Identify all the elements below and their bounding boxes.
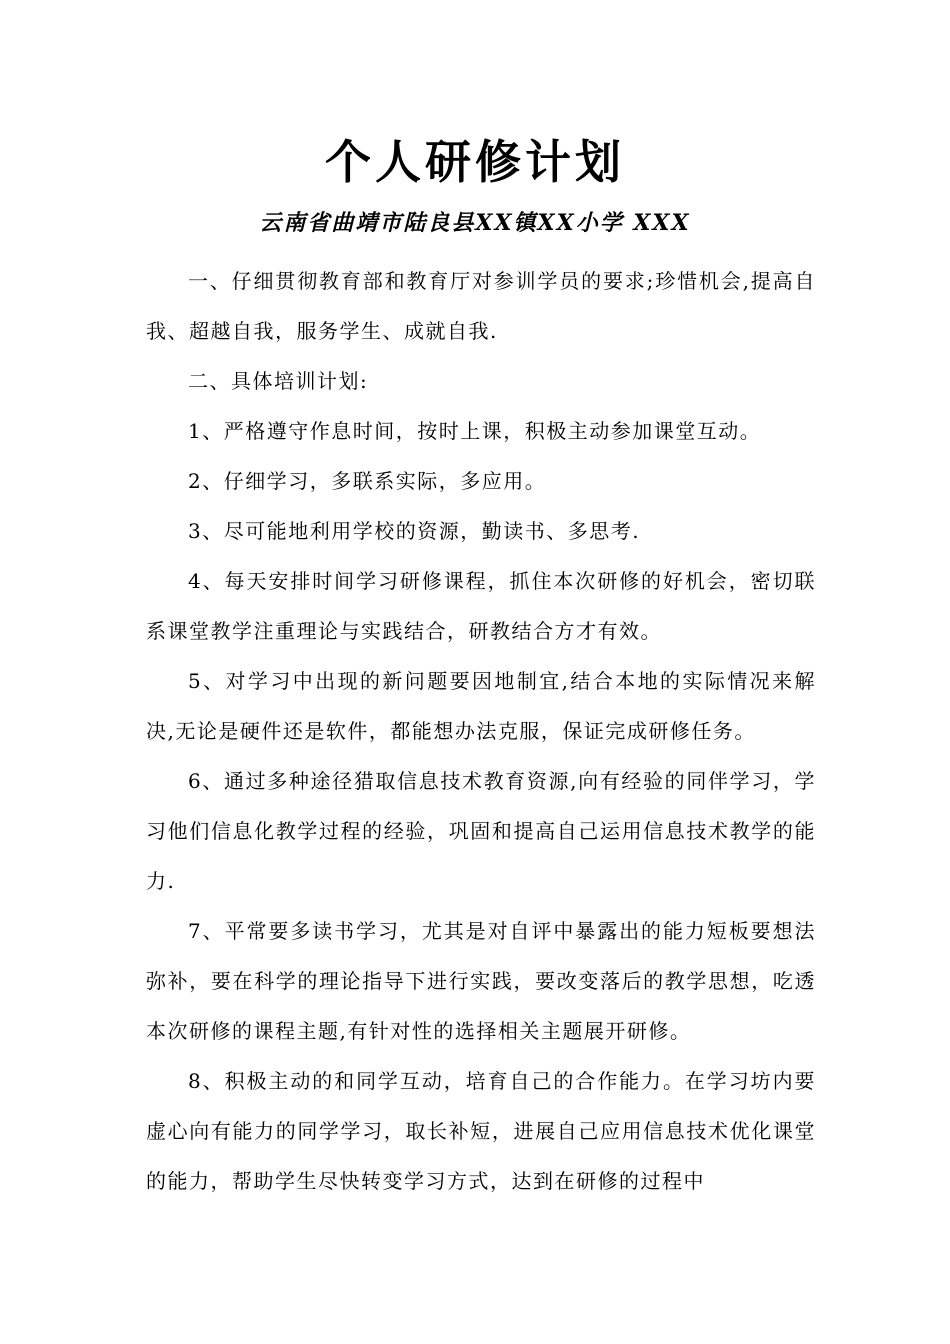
paragraph-2: 二、具体培训计划: — [188, 369, 369, 393]
document-body — [146, 256, 816, 1206]
paragraph-5: 3、尽可能地利用学校的资源，勤读书、多思考. — [188, 519, 641, 543]
document-title: 个人研修计划 — [325, 135, 625, 189]
paragraph-8: 6、通过多种途径猎取信息技术教育资源,向有经验的同伴学习，学习他们信息化教学过程的经验，巩固和提高自己运用信息技术教学的能力. — [146, 769, 816, 893]
paragraph-3: 1、严格遵守作息时间，按时上课，积极主动参加课堂互动。 — [188, 419, 762, 443]
paragraph-10: 8、积极主动的和同学互动，培育自己的合作能力。在学习坊内要虚心向有能力的同学学习，取长补短，进展自己应用信息技术优化课堂的能力，帮助学生尽快转变学习方式，达到在研修的过程中 — [146, 1069, 816, 1193]
paragraph-9: 7、平常要多读书学习，尤其是对自评中暴露出的能力短板要想法弥补，要在科学的理论指导下进行实践，要改变落后的教学思想，吃透本次研修的课程主题,有针对性的选择相关主题展开研修。 — [146, 919, 816, 1043]
document-subtitle: 云南省曲靖市陆良县XX镇XX小学 XXX — [259, 210, 691, 236]
paragraph-6: 4、每天安排时间学习研修课程，抓住本次研修的好机会，密切联系课堂教学注重理论与实践结合，研教结合方才有效。 — [146, 569, 816, 643]
paragraph-4: 2、仔细学习，多联系实际，多应用。 — [188, 469, 547, 493]
paragraph-7: 5、对学习中出现的新问题要因地制宜,结合本地的实际情况来解决,无论是硬件还是软件，都能想办法克服，保证完成研修任务。 — [146, 669, 816, 743]
paragraph-1: 一、仔细贯彻教育部和教育厅对参训学员的要求;珍惜机会,提高自我、超越自我，服务学生、成就自我. — [146, 269, 816, 343]
